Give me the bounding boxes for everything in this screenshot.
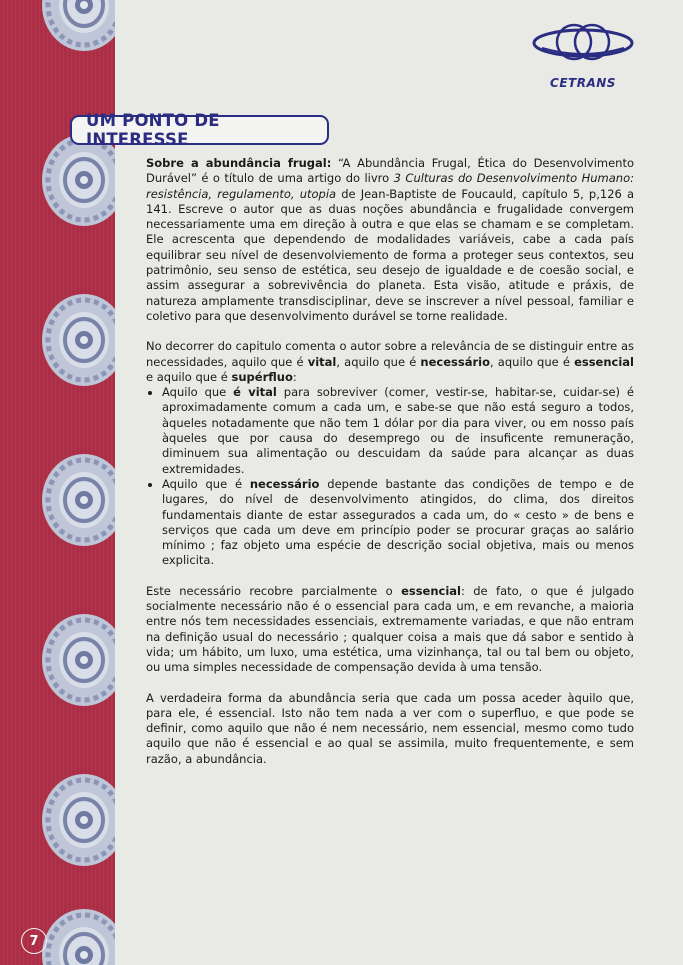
- paragraph-needs: [146, 339, 634, 385]
- text-span: e aquilo que é: [146, 369, 232, 384]
- list-term: necessário: [249, 476, 320, 491]
- list-item: [162, 477, 634, 569]
- text-span: , aquilo que é: [490, 354, 575, 369]
- rosette-ornament: [34, 905, 115, 965]
- page-number: 7: [21, 928, 47, 954]
- rosette-ornament: [34, 450, 115, 550]
- term-superfluo: supérfluo: [231, 369, 293, 384]
- text-span: Este necessário recobre parcialmente o: [146, 583, 402, 598]
- needs-list: [146, 385, 634, 569]
- text-span: para sobreviver (comer, vestir-se, habitar-se, cuidar-se) é aproximadamente comum a cada um, e sabe-se que não está seguro a todos, àqueles notadamente que não tem 1 dólar por dia para viver, ou em nosso país àqueles que por causa do desemprego ou de insuficente remuneração, diminuem sua alimentação ou descuidam da saúde para alcançar as duas extremidades.: [162, 385, 634, 476]
- text-span: Aquilo que: [162, 385, 234, 400]
- text-span: Aquilo que é: [162, 476, 250, 491]
- list-item: [162, 385, 634, 477]
- section-heading-box: [70, 111, 329, 149]
- text-span: “A Abundância Frugal, Ética do Desenvolvimento Durável” é o título de uma artigo do livro: [146, 156, 634, 186]
- text-span: , aquilo que é: [336, 354, 421, 369]
- term-vital: vital: [307, 354, 337, 369]
- rosette-ornament: [34, 770, 115, 870]
- intro-label: Sobre a abundância frugal:: [146, 156, 332, 170]
- text-span: de Jean-Baptiste de Foucauld, capítulo 5, p,126 a 141. Escreve o autor que as duas noções abundância e frugalidade convergem necessariamente uma em direção à outra e que elas se chamam e se completam. Ele acrescenta que dependendo de modalidades variáveis, cabe a cada país equilibrar seu nível de desenvolviemento de forma a proteger seus contextos, seu patrimônio, seu senso de estética, seu desejo de igualdade e de coesão social, e assim assegurar a sobrevivência do planeta. Esta visão, atitude e práxis, de natureza amplamente transdisciplinar, deve se inscrever a nível pessoal, familiar e coletivo para que desenvolvimento durável se torne realidade.: [146, 186, 634, 323]
- list-term: é vital: [233, 385, 277, 400]
- paragraph-conclusion: A verdadeira forma da abundância seria que cada um possa aceder àquilo que, para ele, é essencial. Isto não tem nada a ver com o superfluo, e que pode se definir, como aquilo que não é nem necessário, nem essencial, mesmo como tudo aquilo que não é essencial e ao qual se assimila, muito frequentemente, e sem razão, a abundância.: [146, 690, 634, 766]
- section-heading: UM PONTO DE INTERESSE: [86, 111, 220, 149]
- term-necessario: necessário: [420, 354, 490, 369]
- term-essencial: essencial: [401, 583, 461, 598]
- rosette-ornament: [34, 0, 115, 55]
- term-essencial: essencial: [574, 354, 634, 369]
- text-span: : de fato, o que é julgado socialmente necessário não é o essencial para cada um, e em revanche, a maioria entre nós tem necessidades essenciais, extremamente variadas, e que não entram na definição usual do necessário ; qualquer coisa a mais que dá sabor e sentido à vida; um hábito, um luxo, uma estética, uma vizinhança, tal ou tal bem ou objeto, ou uma simples necessidade de compensação devida à uma tensão.: [146, 583, 634, 675]
- logo-text: CETRANS: [550, 76, 616, 90]
- paragraph-intro: [146, 156, 634, 324]
- text-span: depende bastante das condições de tempo e de lugares, do nível de desenvolvimento atingidos, do clima, dos direitos fundamentais diante de estar assegurados a cada um, do « cesto » de bens e serviços que cada um deve em princípio poder se procurar graças ao salário mínimo ; faz objeto uma espécie de descrição social objetiva, mais ou menos explicita.: [162, 476, 635, 568]
- rosette-ornament: [34, 290, 115, 390]
- rosette-ornament: [34, 610, 115, 710]
- text-span: No decorrer do capitulo comenta o autor sobre a relevância de se distinguir entre as necessidades, aquilo que é: [146, 339, 634, 369]
- book-title: 3 Culturas do Desenvolvimento Humano: resistência, regulamento, utopia: [146, 171, 634, 201]
- paragraph-essential: [146, 584, 634, 676]
- text-span: :: [292, 369, 297, 384]
- article-body: [146, 156, 634, 782]
